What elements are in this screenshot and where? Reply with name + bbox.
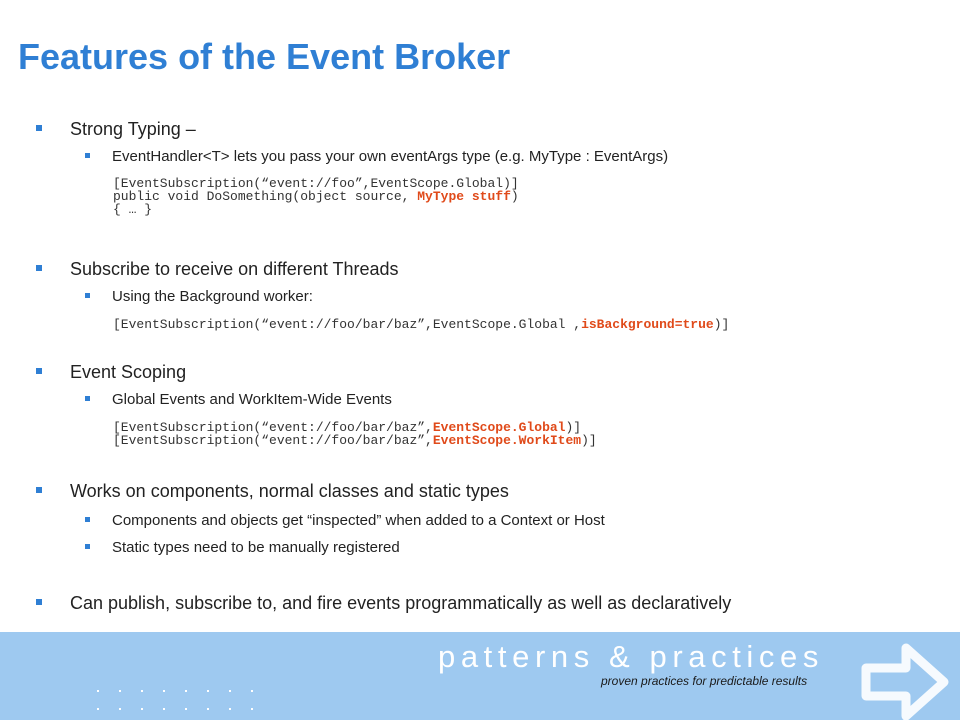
code-fragment: )] — [581, 433, 597, 448]
bullet-square-icon — [36, 368, 42, 374]
tagline: proven practices for predictable results — [601, 674, 808, 688]
bullet-text: Event Scoping — [70, 362, 187, 382]
sub-bullet-text: EventHandler<T> lets you pass your own eventArgs type (e.g. MyType : EventArgs) — [112, 148, 669, 165]
sub-bullet-text: Static types need to be manually registered — [112, 539, 400, 556]
code-fragment: ) — [510, 189, 519, 204]
bullet-text: Can publish, subscribe to, and fire events programmatically as well as declaratively — [70, 593, 732, 613]
sub-bullet-eventhandler — [112, 148, 668, 165]
bullet-square-icon — [36, 265, 42, 271]
sub-bullet-text: Global Events and WorkItem-Wide Events — [112, 391, 392, 408]
bullet-text: Subscribe to receive on different Threads — [70, 259, 399, 279]
bullet-publish — [70, 593, 731, 614]
sub-bullet-inspected — [112, 512, 605, 529]
right-arrow-icon — [848, 640, 960, 720]
code-highlight: EventScope.WorkItem — [432, 433, 582, 448]
bullet-text: Works on components, normal classes and static types — [70, 481, 509, 501]
code-fragment: )] — [565, 420, 582, 435]
sub-bullet-global-workitem — [112, 391, 392, 408]
code-highlight: isBackground=true — [581, 317, 714, 332]
bullet-square-icon — [36, 125, 42, 131]
bullet-square-icon — [36, 599, 42, 605]
sub-bullet-static-types — [112, 539, 400, 556]
bullet-threads — [70, 259, 399, 280]
slide-title: Features of the Event Broker — [18, 36, 511, 77]
bullet-text: Strong Typing – — [70, 119, 196, 139]
bullet-event-scoping — [70, 362, 186, 383]
sub-bullet-text: Using the Background worker: — [112, 288, 313, 305]
bullet-square-icon — [85, 153, 90, 158]
bullet-square-icon — [85, 396, 90, 401]
bullet-square-icon — [36, 487, 42, 493]
code-highlight: MyType stuff — [417, 189, 511, 204]
code-fragment: [EventSubscription(“event://foo/bar/baz”,EventScope.Global , — [113, 317, 582, 332]
patterns-practices-logo: patterns & practices — [438, 639, 824, 674]
bullet-strong-typing — [70, 119, 196, 140]
bullet-components — [70, 481, 509, 502]
code-block-threads — [113, 318, 729, 331]
bullet-square-icon — [85, 544, 90, 549]
code-highlight: EventScope.Global — [432, 420, 566, 435]
code-fragment: [EventSubscription(“event://foo/bar/baz”, — [113, 420, 433, 435]
footer-banner — [0, 632, 960, 720]
code-block-typing — [113, 177, 519, 216]
bullet-square-icon — [85, 293, 90, 298]
code-line: public void DoSomething(object source, — [113, 189, 418, 204]
bullet-square-icon — [85, 517, 90, 522]
code-line: { … } — [113, 202, 153, 217]
code-fragment: [EventSubscription(“event://foo/bar/baz”, — [113, 433, 433, 448]
sub-bullet-background-worker — [112, 288, 313, 305]
sub-bullet-text: Components and objects get “inspected” when added to a Context or Host — [112, 512, 605, 529]
code-fragment: )] — [713, 317, 730, 332]
code-line: [EventSubscription(“event://foo”,EventScope.Global)] — [113, 176, 519, 191]
code-block-scoping — [113, 421, 597, 447]
